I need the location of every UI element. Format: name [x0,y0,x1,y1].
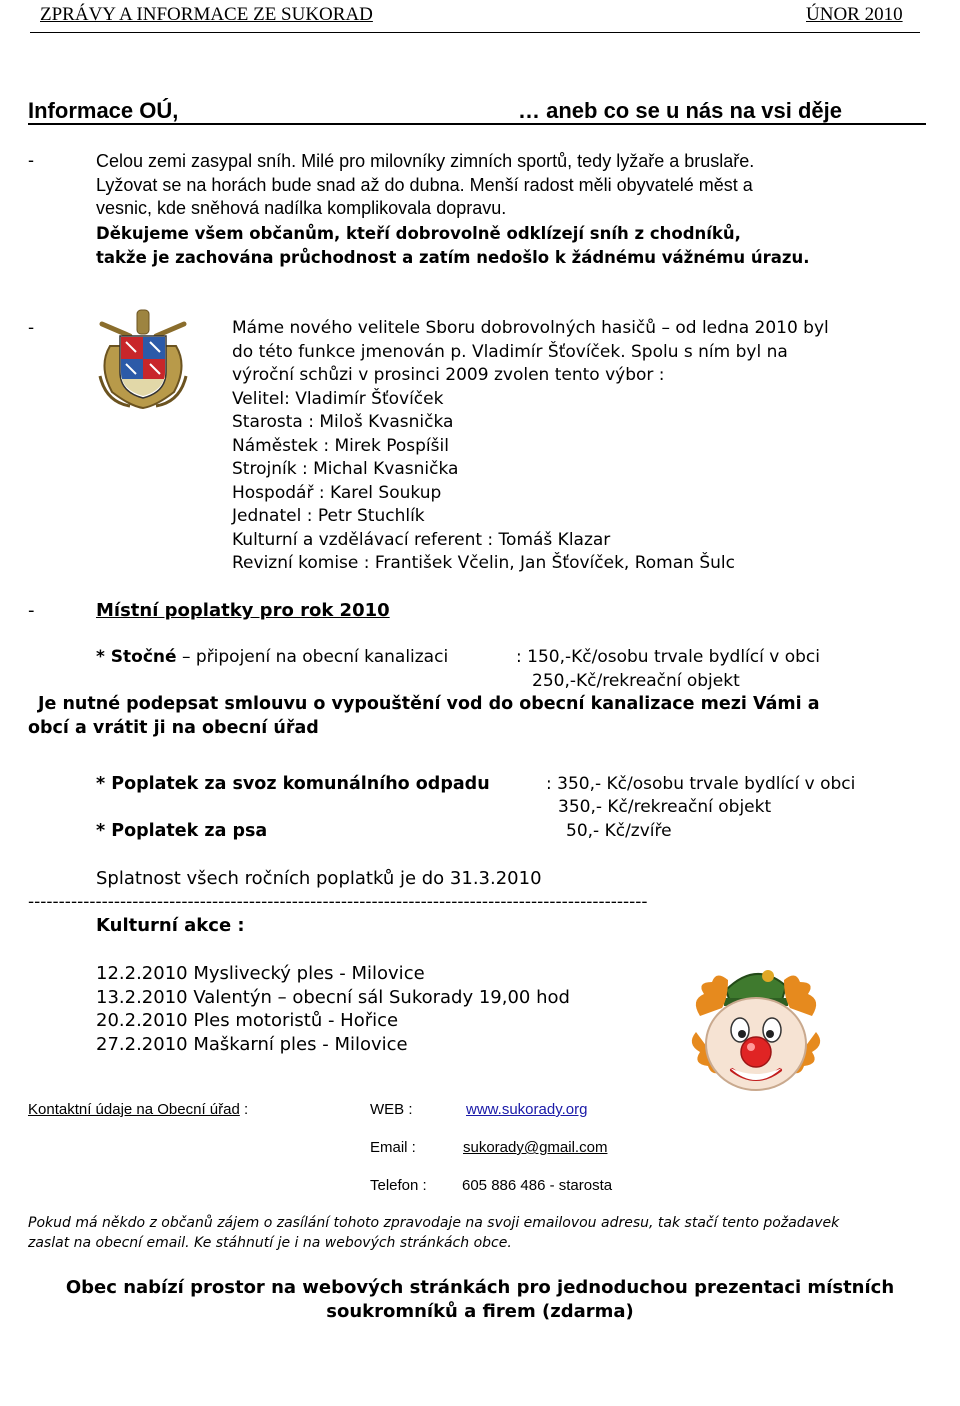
header-divider [30,32,920,33]
sewer-fee-value: : 150,-Kč/osobu trvale bydlící v obci [516,647,820,667]
snow-line: Lyžovat se na horách bude snad až do dubna. Menší radost měli obyvatelé měst a [96,174,753,195]
committee-member: Jednatel : Petr Stuchlík [232,506,425,526]
web-label: WEB : [370,1101,413,1118]
committee-member: Starosta : Miloš Kvasnička [232,412,454,432]
event-item: 20.2.2010 Ples motoristů - Hořice [96,1010,399,1031]
culture-heading: Kulturní akce : [96,915,245,936]
event-item: 27.2.2010 Maškarní ples - Milovice [96,1033,408,1055]
section-divider: ----------------------------------------------------------------------------------------------------- [28,892,648,912]
note-line: zaslat na obecní email. Ke stáhnutí je i na webových stránkách obce. [28,1235,512,1251]
sewer-fee-label: * Stočné [96,647,177,667]
page-subtitle: … aneb co se u nás na vsi děje [518,98,843,123]
note-line: Pokud má někdo z občanů zájem o zasílání tohoto zpravodaje na svoji emailovou adresu, tak stačí tento požadavek [28,1215,840,1231]
waste-fee-value: : 350,- Kč/osobu trvale bydlící v obci [546,774,856,794]
committee-member: Náměstek : Mirek Pospíšil [232,435,449,456]
sewer-fee-value-recreation: 250,-Kč/rekreační objekt [532,671,740,691]
contacts-label-text: Kontaktní údaje na Obecní úřad [28,1101,240,1118]
firefighters-line: Máme nového velitele Sboru dobrovolných hasičů – od ledna 2010 byl [232,318,829,338]
phone-label: Telefon : [370,1177,427,1194]
title-underline [28,123,926,125]
sewer-fee-text: – připojení na obecní kanalizaci [176,647,449,667]
thanks-line: Děkujeme všem občanům, kteří dobrovolně odklízejí sníh z chodníků, [96,224,741,243]
dog-fee-value: 50,- Kč/zvíře [566,821,672,841]
sewer-fee [96,647,448,667]
fees-bullet: - [28,600,35,621]
firefighters-line: výroční schůzi v prosinci 2009 zvolen tento výbor : [232,365,665,385]
events-list [96,962,570,1056]
dog-fee-label: * Poplatek za psa [96,821,268,841]
committee-member: Velitel: Vladimír Šťovíček [232,388,444,409]
phone-value: 605 886 486 - starosta [462,1177,613,1194]
committee-member: Hospodář : Karel Soukup [232,482,442,503]
newsletter-note [28,1213,839,1253]
email-label: Email : [370,1139,416,1156]
snow-line: Celou zemi zasypal sníh. Milé pro milovníky zimních sportů, tedy lyžaře a bruslaře. [96,151,755,171]
waste-fee-value-recreation: 350,- Kč/rekreační objekt [558,797,772,817]
contract-notice: obcí a vrátit ji na obecní úřad [28,718,319,738]
web-link[interactable]: www.sukorady.org [466,1101,588,1118]
committee-member: Strojník : Michal Kvasnička [232,459,459,479]
header-date: ÚNOR 2010 [806,4,903,25]
page-title: Informace OÚ, [28,98,179,123]
snow-text [96,150,754,221]
footer-offer [0,1276,960,1324]
firefighters-text [232,317,829,576]
firefighter-emblem-icon [90,306,196,412]
thanks-line: takže je zachována průchodnost a zatím nedošlo k žádnému vážnému úrazu. [96,248,810,267]
committee-member: Kulturní a vzdělávací referent : Tomáš Klazar [232,529,611,550]
footer-line: soukromníků a firem (zdarma) [326,1301,634,1322]
fees-heading: Místní poplatky pro rok 2010 [96,600,390,621]
clown-icon [686,960,826,1100]
contract-notice: Je nutné podepsat smlouvu o vypouštění vod do obecní kanalizace mezi Vámi a [38,694,820,714]
snow-bullet: - [28,150,34,170]
firefighters-line: do této funkce jmenován p. Vladimír Šťovíček. Spolu s ním byl na [232,341,788,362]
email-link[interactable]: sukorady@gmail.com [463,1139,608,1156]
snow-thanks [96,222,810,270]
firefighters-bullet: - [28,318,35,338]
event-item: 13.2.2010 Valentýn – obecní sál Sukorady 19,00 hod [96,986,570,1008]
waste-fee-label: * Poplatek za svoz komunálního odpadu [96,774,490,794]
contacts-label [28,1101,248,1118]
payment-due: Splatnost všech ročních poplatků je do 31.3.2010 [96,868,542,889]
footer-line: Obec nabízí prostor na webových stránkách pro jednoduchou prezentaci místních [65,1277,895,1298]
snow-line: vesnic, kde sněhová nadílka komplikovala dopravu. [96,198,507,218]
committee-member: Revizní komise : František Včelin, Jan Šťovíček, Roman Šulc [232,553,735,573]
contacts-label-colon: : [244,1101,249,1118]
event-item: 12.2.2010 Myslivecký ples - Milovice [96,963,425,984]
header-title: ZPRÁVY A INFORMACE ZE SUKORAD [40,4,373,25]
